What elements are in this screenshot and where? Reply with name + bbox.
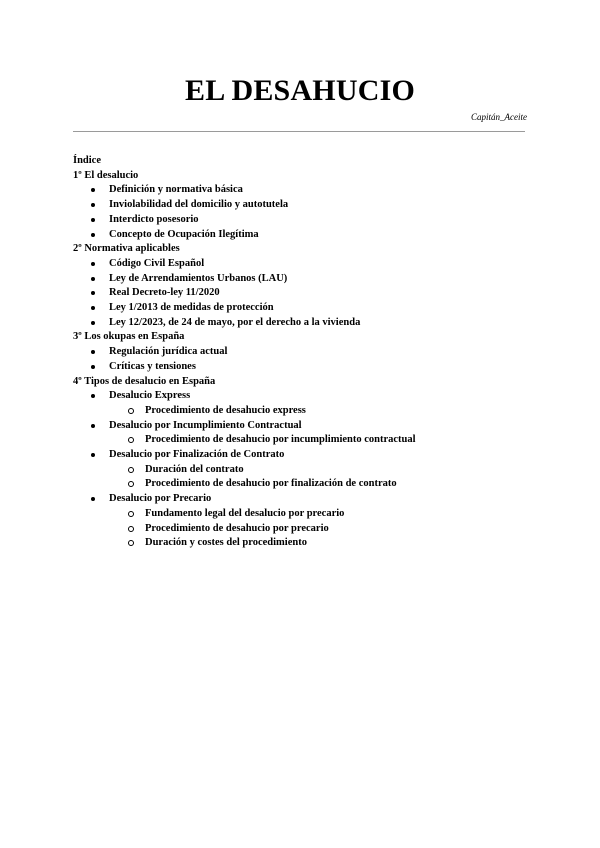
toc-item [73, 301, 533, 316]
toc-item-label: Ley 1/2013 de medidas de protección [109, 302, 274, 314]
toc-item-label: Definición y normativa básica [109, 184, 243, 196]
toc-section-title: 4º Tipos de desalucio en España [73, 375, 216, 387]
toc-heading: Índice [73, 155, 102, 166]
toc-item [73, 198, 533, 213]
toc-item-label: Concepto de Ocupación Ilegítima [109, 228, 259, 240]
toc-item [73, 345, 533, 360]
toc-item [73, 257, 533, 272]
toc-item-label: Real Decreto-ley 11/2020 [109, 287, 220, 299]
toc-section-title: 2º Normativa aplicables [73, 243, 180, 255]
toc-section-list [73, 257, 533, 331]
toc-item-label: Desalucio por Finalización de Contrato [109, 449, 285, 461]
toc-section-list [73, 183, 533, 242]
toc-item [73, 183, 533, 198]
toc-subitem: Procedimiento de desahucio por finalización de contrato [73, 477, 533, 492]
toc-subitem: Procedimiento de desahucio por incumplimiento contractual [73, 433, 533, 448]
toc-item [73, 213, 533, 228]
toc-item-label: Críticas y tensiones [109, 360, 196, 372]
toc-item-label: Interdicto posesorio [109, 213, 199, 225]
toc-item-label: Código Civil Español [109, 257, 205, 269]
toc-item-label: Ley de Arrendamientos Urbanos (LAU) [109, 272, 288, 284]
toc-item-label: Ley 12/2023, de 24 de mayo, por el derecho a la vivienda [109, 316, 361, 328]
toc-item [73, 389, 533, 404]
toc-item-label: Inviolabilidad del domicilio y autotutela [109, 199, 289, 211]
toc-subitem: Procedimiento de desahucio por precario [73, 522, 533, 537]
toc-item [73, 448, 533, 463]
header-divider [73, 131, 525, 132]
toc-item [73, 272, 533, 287]
toc-section-list [73, 345, 533, 374]
toc-section-title: 3º Los okupas en España [73, 331, 185, 343]
toc-item-label: Desalucio por Precario [109, 493, 212, 505]
toc-item-label: Regulación jurídica actual [109, 346, 228, 358]
toc-item-label: Desalucio Express [109, 390, 191, 402]
toc-subitem: Duración y costes del procedimiento [73, 536, 533, 551]
toc-item [73, 316, 533, 331]
toc-sections [73, 169, 533, 551]
document-title: EL DESAHUCIO [185, 74, 415, 107]
toc-item [73, 228, 533, 243]
author-name: Capitán_Aceite [471, 112, 527, 122]
toc-section-title: 1º El desalucio [73, 169, 139, 181]
toc-item [73, 492, 533, 507]
toc-subitem: Procedimiento de desahucio express [73, 404, 533, 419]
toc-section-list [73, 389, 533, 551]
table-of-contents [73, 154, 533, 551]
toc-item [73, 360, 533, 375]
toc-subitem: Duración del contrato [73, 463, 533, 478]
toc-item-label: Desalucio por Incumplimiento Contractual [109, 419, 302, 431]
toc-item [73, 419, 533, 434]
toc-item [73, 286, 533, 301]
toc-subitem: Fundamento legal del desalucio por precario [73, 507, 533, 522]
